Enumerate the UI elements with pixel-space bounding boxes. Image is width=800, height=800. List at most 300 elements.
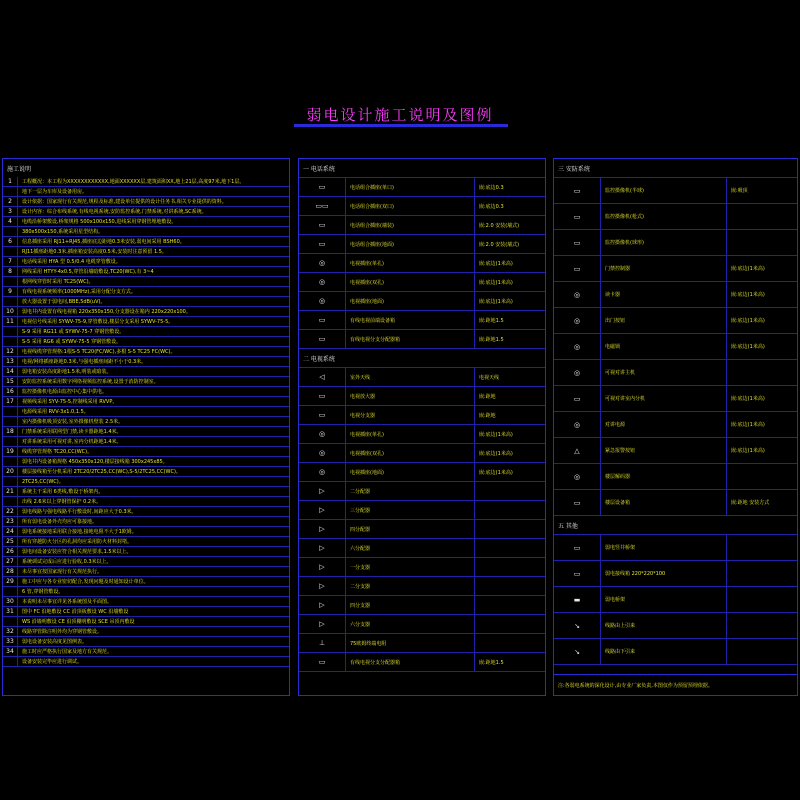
note-number: 3 — [8, 208, 12, 215]
note-number: 1 — [8, 178, 12, 185]
legend-row — [299, 387, 545, 406]
legend-symbol-icon: ⊥ — [318, 639, 326, 647]
note-number: 23 — [6, 518, 14, 525]
note-text: 信息插座采用 RJ11+RJ45,插座底边距地0.3米安装,弱电间采用 BSH60。 — [17, 237, 289, 246]
legend-row — [299, 558, 545, 577]
note-text: 弱电井内设备箱规格 450x350x120,楼层接线箱 300x245x85。 — [17, 457, 289, 466]
note-text: 网线采用 HTYY-4x0.5,穿管沿墙暗敷设,TC20(WC),有 3~4 — [17, 267, 289, 276]
legend-symbol-icon: ◎ — [573, 290, 581, 299]
legend-symbol-icon: ◎ — [318, 449, 326, 457]
legend-note — [726, 613, 797, 638]
legend-note: 嵌:距地1.5 — [474, 311, 545, 329]
note-row — [3, 207, 289, 217]
note-row — [3, 327, 289, 337]
legend-note — [726, 204, 797, 229]
note-row — [3, 317, 289, 327]
legend-note — [474, 558, 545, 576]
legend-row — [299, 482, 545, 501]
note-text: 电视信号线采用 SYWV-75-9,穿管敷设,楼层分支采用 SYWV-75-5。 — [17, 317, 289, 326]
legend-symbol-icon: ↘ — [574, 621, 580, 630]
legend-row — [299, 254, 545, 273]
legend-note — [474, 539, 545, 557]
note-text: 对讲系统采用可视对讲,室内分机距地1.4米。 — [17, 437, 289, 446]
legend-name: 出门按钮 — [600, 308, 726, 333]
legend-name: 弱电竖井桥架 — [600, 535, 726, 560]
legend-symbol-icon: ▭ — [318, 183, 326, 191]
legend-row — [554, 282, 797, 308]
legend-note: 嵌:底边(1米高) — [726, 334, 797, 359]
note-row — [3, 277, 289, 287]
note-text: 2TC25,CC(WC)。 — [17, 477, 289, 486]
legend-note: 嵌:底边0.3 — [474, 197, 545, 215]
note-number: 34 — [6, 648, 14, 655]
legend-name: 电视插座(双孔) — [345, 273, 474, 291]
legend-name: 可视对讲室内分机 — [600, 386, 726, 411]
note-row — [3, 487, 289, 497]
legend-symbol-icon: ▭ — [573, 498, 581, 507]
note-text: 电视线缆穿管规格:1根S-5 TC20(FC/WC),多根 S-5 TC25 FC(WC)。 — [17, 347, 289, 356]
note-text: 监控摄像机电源由监控中心集中供电。 — [17, 387, 289, 396]
legend-row — [554, 438, 797, 464]
legend-note — [474, 596, 545, 614]
note-text: 根网线穿管时采用 TC25(WC)。 — [17, 277, 289, 286]
legend-row — [299, 501, 545, 520]
legend-symbol-icon: ▭ — [573, 186, 581, 195]
legend-row — [554, 360, 797, 386]
legend-footnote: 注:各弱电系统的深化设计,由专业厂家负责,本图仅作为预留预埋依据。 — [554, 674, 797, 695]
legend-row — [299, 425, 545, 444]
note-text: 弱电井内设置有线电视箱 220x350x150,分支器设在箱内 220x220x100。 — [17, 307, 289, 316]
legend-symbol-icon: ▭ — [318, 658, 326, 666]
note-row — [3, 247, 289, 257]
legend-note: 嵌:底边(1米高) — [474, 425, 545, 443]
legend-row — [554, 412, 797, 438]
legend-symbol-icon: ◎ — [318, 430, 326, 438]
legend-symbol-icon: ◁ — [319, 373, 325, 381]
legend-symbol-icon: ▭ — [573, 569, 581, 578]
legend-row — [554, 204, 797, 230]
legend-section-heading: 五 其他 — [554, 516, 797, 535]
note-number: 17 — [6, 398, 14, 405]
legend-note — [726, 230, 797, 255]
legend-symbol-icon: ▭ — [318, 335, 326, 343]
legend-row — [299, 368, 545, 387]
legend-name: 电话组合插座(单口) — [345, 178, 474, 196]
legend-row — [299, 596, 545, 615]
legend-symbol-icon: ◎ — [573, 420, 581, 429]
note-number: 27 — [6, 558, 14, 565]
legend-name: 电视插座(地面) — [345, 292, 474, 310]
legend-name: 读卡器 — [600, 282, 726, 307]
legend-name: 有线电视前端设备箱 — [345, 311, 474, 329]
legend-symbol-icon: △ — [574, 446, 580, 455]
legend-symbol-icon: ▭ — [318, 316, 326, 324]
legend-row — [554, 490, 797, 516]
legend-name: 电视插座(双孔) — [345, 444, 474, 462]
note-row — [3, 377, 289, 387]
legend-name: 楼层解码器 — [600, 464, 726, 489]
legend-symbol-icon: ◎ — [318, 259, 326, 267]
legend-row — [299, 577, 545, 596]
legend-symbol-icon: ▭ — [318, 221, 326, 229]
legend-row — [554, 386, 797, 412]
note-row — [3, 527, 289, 537]
note-row — [3, 297, 289, 307]
legend-symbol-icon: ◎ — [573, 368, 581, 377]
legend-row — [299, 653, 545, 672]
legend-row — [554, 639, 797, 665]
legend-note — [726, 535, 797, 560]
note-text: 线路穿管除注明外均为穿钢管敷设。 — [17, 627, 289, 636]
legend-note: 嵌:底边(1米高) — [726, 282, 797, 307]
note-row — [3, 637, 289, 647]
legend-name: 监控摄像机(球形) — [600, 230, 726, 255]
legend-symbol-icon: ▭ — [318, 240, 326, 248]
note-text: 电话线采用 HYA 型 0.5/0.4 电缆穿管敷设。 — [17, 257, 289, 266]
note-number: 2 — [8, 198, 12, 205]
legend-symbol-icon: ▷ — [319, 620, 325, 628]
legend-note: 嵌:距地 — [474, 406, 545, 424]
legend-note: 嵌:底边(1米高) — [474, 292, 545, 310]
legend-symbol-icon: ▷ — [319, 525, 325, 533]
legend-note: 嵌:底边(1米高) — [474, 254, 545, 272]
note-row — [3, 477, 289, 487]
legend-note: 嵌:距地 — [474, 387, 545, 405]
legend-panel-security-other — [553, 158, 798, 696]
note-row — [3, 387, 289, 397]
note-text: 系统调试完成后应进行验收,0.3米以上。 — [17, 557, 289, 566]
note-text: 线缆穿管规格 TC20,CC(WC)。 — [17, 447, 289, 456]
legend-row — [299, 406, 545, 425]
legend-name: 电视放大器 — [345, 387, 474, 405]
legend-note: 嵌:底边(1米高) — [474, 444, 545, 462]
note-text: 设计依据：国家现行有关规范,规程及标准,建设单位提供的设计任务书,相关专业提供的资料。 — [17, 197, 289, 206]
legend-row — [299, 520, 545, 539]
legend-row — [299, 311, 545, 330]
legend-note: 嵌:底边(1米高) — [474, 463, 545, 481]
legend-row — [299, 615, 545, 634]
note-number: 21 — [6, 488, 14, 495]
legend-symbol-icon: ↘ — [574, 647, 580, 656]
note-number: 8 — [8, 268, 12, 275]
legend-name: 电磁锁 — [600, 334, 726, 359]
note-row — [3, 567, 289, 577]
legend-note: 嵌:2.0 安装(墙式) — [474, 235, 545, 253]
legend-symbol-icon: ▷ — [319, 582, 325, 590]
note-text: 视频线采用 SYV-75-5,控制线采用 RVVP。 — [17, 397, 289, 406]
note-number: 9 — [8, 288, 12, 295]
legend-name: 可视对讲主机 — [600, 360, 726, 385]
note-number: 26 — [6, 548, 14, 555]
legend-note: 电视天线 — [474, 368, 545, 386]
note-text: 本说明未尽事宜详见各系统图及平面图。 — [17, 597, 289, 606]
note-row — [3, 517, 289, 527]
legend-name: 二分支器 — [345, 577, 474, 595]
legend-name: 线路由上引来 — [600, 613, 726, 638]
legend-name: 室外天线 — [345, 368, 474, 386]
note-number: 16 — [6, 388, 14, 395]
note-number: 32 — [6, 628, 14, 635]
legend-panel-telecom-tv — [298, 158, 546, 696]
note-text: 出线 2.6米以上穿钢管保护 0.2米。 — [17, 497, 289, 506]
legend-name: 监控摄像机(枪式) — [600, 204, 726, 229]
legend-symbol-icon: ▷ — [319, 487, 325, 495]
note-text: WS 沿墙明敷设 CE 沿顶棚明敷设 SCE 吊顶内敷设 — [17, 617, 289, 626]
legend-name: 75欧姆终端电阻 — [345, 634, 474, 652]
legend-row — [554, 464, 797, 490]
note-row — [3, 197, 289, 207]
note-number: 12 — [6, 348, 14, 355]
legend-name: 四分配器 — [345, 520, 474, 538]
legend-row — [554, 613, 797, 639]
note-text: 系统主干采用 6类线,敷设于桥架内。 — [17, 487, 289, 496]
legend-name: 电视插座(单孔) — [345, 254, 474, 272]
note-text: 地下一层为车库及设备用房。 — [17, 187, 289, 196]
legend-section-heading: 三 安防系统 — [554, 159, 797, 178]
note-number: 30 — [6, 598, 14, 605]
note-number: 13 — [6, 358, 14, 365]
note-text: S-5 采用 RG6 或 SYWV-75-5 穿钢管敷设。 — [17, 337, 289, 346]
note-text: 电缆沿桥架敷设,桥架规格 500x100x150,进线采用穿钢管埋地敷设。 — [17, 217, 289, 226]
legend-symbol-icon: ◎ — [573, 472, 581, 481]
legend-symbol-icon: ◎ — [573, 342, 581, 351]
legend-note: 嵌:吸顶 — [726, 178, 797, 203]
legend-note: 嵌:底边(1米高) — [726, 308, 797, 333]
legend-note: 嵌:距地1.5 — [474, 330, 545, 348]
note-row — [3, 507, 289, 517]
note-row — [3, 407, 289, 417]
legend-symbol-icon: ▷ — [319, 544, 325, 552]
note-row — [3, 177, 289, 187]
note-row — [3, 447, 289, 457]
legend-note — [726, 639, 797, 664]
legend-symbol-icon: ▭▭ — [315, 202, 329, 210]
legend-name: 有线电视分支分配器箱 — [345, 330, 474, 348]
note-text: 室内摄像机吸顶安装,室外摄像机壁装 2.5米。 — [17, 417, 289, 426]
note-number: 20 — [6, 468, 14, 475]
note-text: 施工时应严格执行国家及地方有关规范。 — [17, 647, 289, 656]
legend-note: 嵌:距地 安装方式 — [726, 490, 797, 515]
note-text: 工程概况：本工程为XXXXXXXXXXXX,地面XXXXXX层,建筑面积XX,地上21层,高度97米,地下1层。 — [17, 177, 289, 186]
note-row — [3, 267, 289, 277]
note-row — [3, 547, 289, 557]
legend-symbol-icon: ▭ — [573, 543, 581, 552]
note-text: 施工中应与各专业密切配合,发现问题及时通知设计单位。 — [17, 577, 289, 586]
legend-row — [299, 235, 545, 254]
drawing-title: 弱电设计施工说明及图例 — [306, 106, 494, 124]
legend-symbol-icon: ▭ — [573, 394, 581, 403]
note-text: 设计内容：综合布线系统,有线电视系统,安防监控系统,门禁系统,对讲系统,SC系统。 — [17, 207, 289, 216]
note-text: 安防监控系统采用数字网络视频监控系统,设置于消防控制室。 — [17, 377, 289, 386]
note-text: S-9 采用 RG11 或 SYWV-75-7 穿钢管敷设。 — [17, 327, 289, 336]
legend-name: 电话组合插座(地面) — [345, 235, 474, 253]
note-text: 电源线采用 RVV-3x1.0,1.5。 — [17, 407, 289, 416]
legend-name: 二分配器 — [345, 482, 474, 500]
legend-name: 监控摄像机(半球) — [600, 178, 726, 203]
note-number: 24 — [6, 528, 14, 535]
legend-name: 门禁控制器 — [600, 256, 726, 281]
legend-row — [554, 587, 797, 613]
legend-row — [554, 178, 797, 204]
legend-note: 嵌:底边(1米高) — [726, 438, 797, 463]
legend-row — [299, 273, 545, 292]
legend-name: 线路由下引来 — [600, 639, 726, 664]
legend-note — [726, 464, 797, 489]
note-text: 弱电系统接地采用联合接地,接地电阻不大于1欧姆。 — [17, 527, 289, 536]
note-row — [3, 367, 289, 377]
note-number: 15 — [6, 378, 14, 385]
note-row — [3, 587, 289, 597]
note-row — [3, 287, 289, 297]
note-text: 设备安装完毕应进行调试。 — [17, 657, 289, 666]
note-text: 放大器设置于弱电间,BBE,5dB(uV)。 — [17, 297, 289, 306]
legend-row — [299, 292, 545, 311]
note-text: 380x500x150,系统采用星型结构。 — [17, 227, 289, 236]
legend-symbol-icon: ◎ — [318, 468, 326, 476]
note-row — [3, 437, 289, 447]
note-number: 25 — [6, 538, 14, 545]
legend-name: 电视分支器 — [345, 406, 474, 424]
legend-name: 电视插座(地面) — [345, 463, 474, 481]
note-row — [3, 337, 289, 347]
note-row — [3, 467, 289, 477]
legend-row — [554, 230, 797, 256]
note-row — [3, 557, 289, 567]
legend-name: 弱电桥架 — [600, 587, 726, 612]
legend-note: 嵌:底边0.3 — [474, 178, 545, 196]
note-text: 图中 FC 沿地敷设 CC 沿顶板敷设 WC 沿墙敷设 — [17, 607, 289, 616]
legend-symbol-icon: ▷ — [319, 601, 325, 609]
note-text: 电视/网络插座距地0.3米,与强电插座间距不小于0.3米。 — [17, 357, 289, 366]
note-text: RJ11插座距地0.3米,插座箱安装高度0.5米,安装时注意预留 1.5。 — [17, 247, 289, 256]
legend-name: 楼层设备箱 — [600, 490, 726, 515]
note-row — [3, 457, 289, 467]
legend-row — [299, 463, 545, 482]
legend-name: 六分配器 — [345, 539, 474, 557]
legend-note — [474, 634, 545, 652]
legend-note: 嵌:底边(1米高) — [726, 386, 797, 411]
legend-symbol-icon: ▷ — [319, 506, 325, 514]
note-row — [3, 237, 289, 247]
legend-row — [299, 330, 545, 349]
legend-note — [726, 587, 797, 612]
note-number: 28 — [6, 568, 14, 575]
legend-name: 六分支器 — [345, 615, 474, 633]
note-row — [3, 537, 289, 547]
note-number: 33 — [6, 638, 14, 645]
legend-note: 嵌:距地1.5 — [474, 653, 545, 671]
legend-name: 对讲电源 — [600, 412, 726, 437]
legend-note — [474, 482, 545, 500]
legend-note — [726, 561, 797, 586]
note-number: 19 — [6, 448, 14, 455]
note-row — [3, 357, 289, 367]
legend-name: 四分支器 — [345, 596, 474, 614]
legend-note — [474, 520, 545, 538]
legend-note — [726, 360, 797, 385]
legend-row — [554, 535, 797, 561]
legend-row — [554, 334, 797, 360]
legend-name: 紧急报警按钮 — [600, 438, 726, 463]
legend-name: 电话组合插座(墙装) — [345, 216, 474, 234]
note-text: 所有穿越防火分区的孔洞均应采用防火材料封堵。 — [17, 537, 289, 546]
note-row — [3, 257, 289, 267]
legend-row — [299, 444, 545, 463]
legend-note: 嵌:底边(1米高) — [726, 412, 797, 437]
legend-row — [299, 539, 545, 558]
legend-row — [554, 256, 797, 282]
note-number: 11 — [6, 318, 14, 325]
note-text: 弱电箱安装高度距地1.5米,明装或暗装。 — [17, 367, 289, 376]
legend-note — [474, 577, 545, 595]
note-row — [3, 347, 289, 357]
note-row — [3, 217, 289, 227]
legend-row — [554, 308, 797, 334]
note-text: 未尽事宜按国家现行有关规范执行。 — [17, 567, 289, 576]
note-number: 14 — [6, 368, 14, 375]
note-row — [3, 647, 289, 657]
legend-row — [299, 216, 545, 235]
note-row — [3, 617, 289, 627]
note-row — [3, 307, 289, 317]
note-row — [3, 607, 289, 617]
note-row — [3, 657, 289, 667]
legend-note: 嵌:底边(1米高) — [726, 256, 797, 281]
legend-symbol-icon: ◎ — [318, 278, 326, 286]
note-text: 弱电设备安装高度见图例表。 — [17, 637, 289, 646]
note-text: 门禁系统采用联网型门禁,读卡器距地1.4米。 — [17, 427, 289, 436]
note-row — [3, 227, 289, 237]
legend-section-heading: 二 电视系统 — [299, 349, 545, 368]
note-number: 31 — [6, 608, 14, 615]
legend-row — [299, 197, 545, 216]
note-row — [3, 397, 289, 407]
legend-name: 有线电视分支分配器箱 — [345, 653, 474, 671]
note-text: 弱电线路与强电线路平行敷设时,间距应大于0.3米。 — [17, 507, 289, 516]
legend-row — [299, 634, 545, 653]
notes-heading: 施工说明 — [7, 165, 32, 173]
legend-symbol-icon: ◎ — [573, 316, 581, 325]
note-number: 22 — [6, 508, 14, 515]
legend-symbol-icon: ▭ — [573, 238, 581, 247]
legend-section-heading: 一 电话系统 — [299, 159, 545, 178]
note-text: 6 管,穿钢管敷设。 — [17, 587, 289, 596]
legend-name: 弱电接线箱 220*220*100 — [600, 561, 726, 586]
note-text: 有线电视系统频率(1000MHz),采用分配分支方式。 — [17, 287, 289, 296]
note-row — [3, 577, 289, 587]
construction-notes-panel — [2, 158, 290, 696]
legend-name: 一分支器 — [345, 558, 474, 576]
legend-name: 电视插座(单孔) — [345, 425, 474, 443]
note-row — [3, 497, 289, 507]
note-text: 所有弱电设备外壳均应可靠接地。 — [17, 517, 289, 526]
note-number: 18 — [6, 428, 14, 435]
note-row — [3, 187, 289, 197]
legend-name: 三分配器 — [345, 501, 474, 519]
note-number: 10 — [6, 308, 14, 315]
legend-symbol-icon: ▬ — [573, 595, 581, 604]
note-row — [3, 417, 289, 427]
note-number: 4 — [8, 218, 12, 225]
legend-symbol-icon: ▭ — [318, 411, 326, 419]
title-underline — [294, 124, 508, 127]
legend-note — [474, 615, 545, 633]
legend-symbol-icon: ▷ — [319, 563, 325, 571]
legend-name: 电话组合插座(双口) — [345, 197, 474, 215]
note-row — [3, 597, 289, 607]
legend-symbol-icon: ▭ — [318, 392, 326, 400]
note-text: 楼层接线箱至分机采用 2TC20/2TC25,CC(WC),S-5/2TC25,CC(WC)。 — [17, 467, 289, 476]
